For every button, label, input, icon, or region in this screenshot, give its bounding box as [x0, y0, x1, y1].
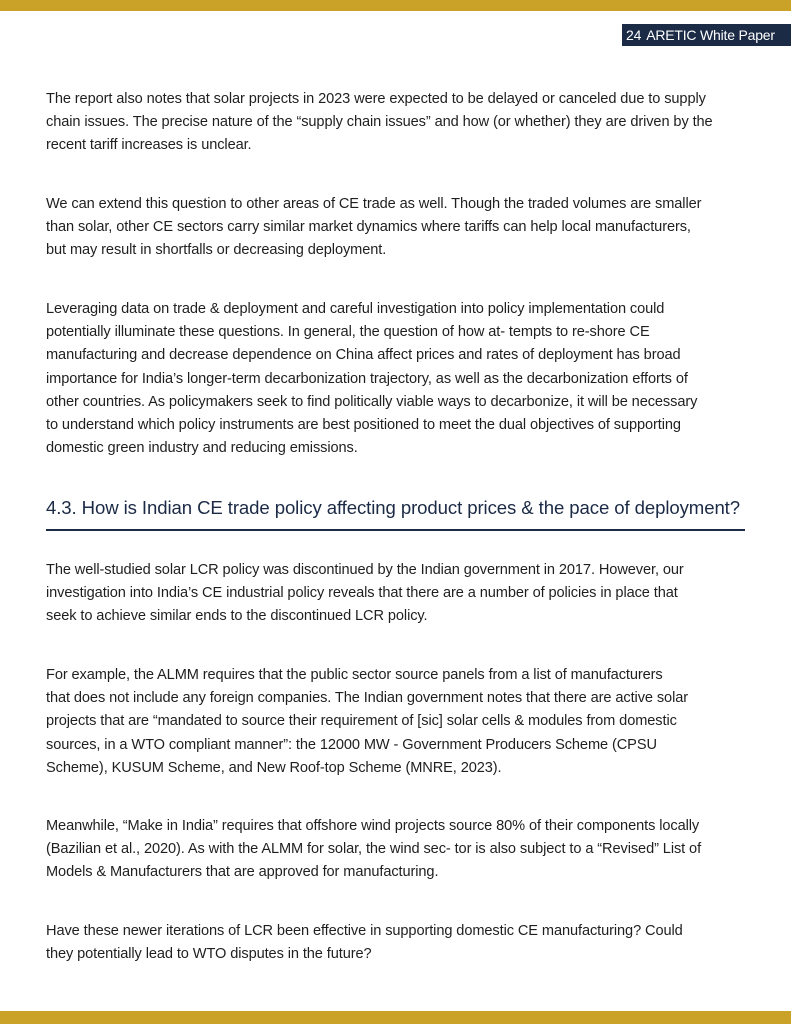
text-line: seek to achieve similar ends to the discontinued LCR policy.: [46, 608, 428, 625]
text-line: Meanwhile, “Make in India” requires that offshore wind projects source 80% of their components locally: [46, 818, 700, 834]
paragraph-supply-chain: [46, 88, 758, 158]
text-line: For example, the ALMM requires that the public sector source panels from a list of manufacturers: [46, 667, 663, 683]
text-line: but may result in shortfalls or decreasing deployment.: [46, 242, 387, 259]
text-line: that does not include any foreign companies. The Indian government notes that there are active solar: [46, 690, 688, 707]
paragraph-make-in-india: [46, 815, 758, 885]
text-line: (Bazilian et al., 2020). As with the ALMM for solar, the wind sec- tor is also subject to a “Revised” List of: [46, 841, 702, 858]
document-title: ARETIC White Paper: [646, 27, 775, 43]
paragraph-lcr-discontinued: [46, 559, 758, 629]
text-line: manufacturing and decrease dependence on China affect prices and rates of deployment has broad: [46, 347, 681, 364]
text-line: sources, in a WTO compliant manner”: the 12000 MW - Government Producers Scheme (CPSU: [46, 736, 657, 753]
paragraph-closing-questions: [46, 920, 758, 966]
text-line: potentially illuminate these questions. In general, the question of how at- tempts to re-shore CE: [46, 324, 650, 341]
text-line: The report also notes that solar projects in 2023 were expected to be delayed or canceled due to supply: [46, 91, 706, 107]
text-line: recent tariff increases is unclear.: [46, 137, 252, 154]
top-accent-bar: [0, 0, 791, 11]
text-line: The well-studied solar LCR policy was discontinued by the Indian government in 2017. However, our: [46, 562, 684, 578]
paragraph-policy-investigation: [46, 298, 758, 460]
page-header-badge: [622, 24, 791, 46]
paragraph-almm-example: [46, 664, 758, 780]
text-line: domestic green industry and reducing emissions.: [46, 440, 358, 457]
text-line: Models & Manufacturers that are approved for manufacturing.: [46, 864, 439, 881]
text-line: importance for India’s longer-term decarbonization trajectory, as well as the decarbonization efforts of: [46, 370, 688, 387]
text-line: We can extend this question to other areas of CE trade as well. Though the traded volumes are smaller: [46, 196, 702, 212]
text-line: they potentially lead to WTO disputes in the future?: [46, 946, 372, 963]
text-line: other countries. As policymakers seek to find politically viable ways to decarbonize, it will be necessary: [46, 393, 698, 410]
text-line: Scheme), KUSUM Scheme, and New Roof-top Scheme (MNRE, 2023).: [46, 759, 502, 776]
text-line: investigation into India’s CE industrial policy reveals that there are a number of policies in place that: [46, 585, 678, 602]
text-line: than solar, other CE sectors carry similar market dynamics where tariffs can help local manufacturers,: [46, 219, 691, 236]
text-line: to understand which policy instruments are best positioned to meet the dual objectives of supporting: [46, 417, 681, 434]
paragraph-other-ce-sectors: [46, 193, 758, 263]
text-line: projects that are “mandated to source their requirement of [sic] solar cells & modules from domestic: [46, 713, 677, 730]
text-line: chain issues. The precise nature of the “supply chain issues” and how (or whether) they are driven by the: [46, 114, 713, 131]
bottom-accent-bar: [0, 1011, 791, 1024]
heading-underline: [46, 529, 745, 531]
text-line: Have these newer iterations of LCR been effective in supporting domestic CE manufacturing? Could: [46, 923, 683, 939]
section-heading: 4.3. How is Indian CE trade policy affecting product prices & the pace of deployment?: [46, 497, 740, 518]
page-number: 24: [626, 27, 642, 43]
text-line: Leveraging data on trade & deployment and careful investigation into policy implementation could: [46, 301, 665, 317]
